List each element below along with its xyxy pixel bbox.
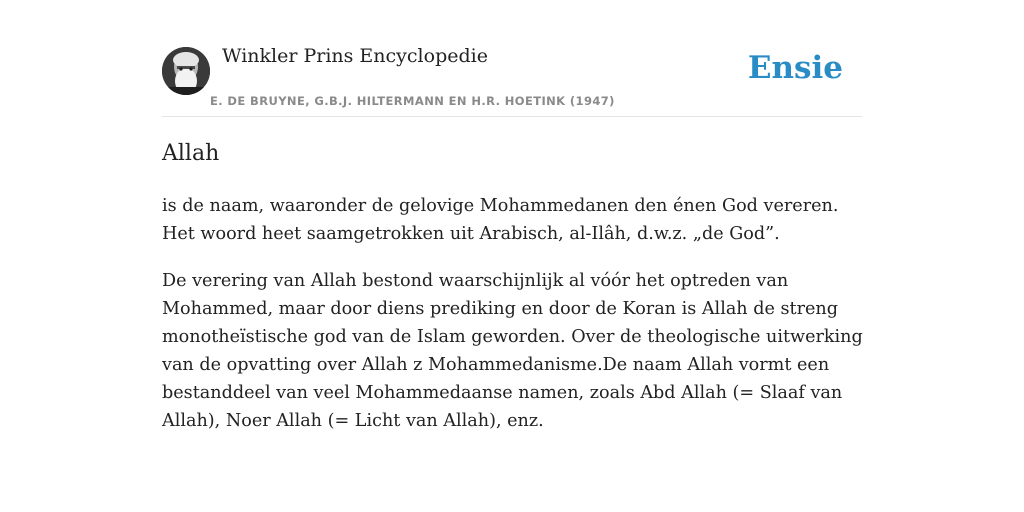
ensie-logo-link[interactable]: Ensie xyxy=(747,50,843,86)
author-avatar[interactable] xyxy=(162,47,210,95)
source-title-link[interactable]: Winkler Prins Encyclopedie xyxy=(222,45,488,67)
article-title: Allah xyxy=(162,141,220,166)
portrait-image xyxy=(162,47,210,95)
source-header xyxy=(162,0,862,117)
source-authors: E. DE BRUYNE, G.B.J. HILTERMANN EN H.R. HOETINK (1947) xyxy=(210,94,615,108)
article-paragraph: is de naam, waaronder de gelovige Mohammedanen den énen God vereren. Het woord heet saamgetrokken uit Arabisch, al-Ilâh, d.w.z. „de God”. xyxy=(162,196,839,244)
article xyxy=(162,138,864,435)
article-paragraph: De verering van Allah bestond waarschijnlijk al vóór het optreden van Mohammed, maar door diens prediking en door de Koran is Allah de streng monotheïstische god van de Islam geworden. Over de theologische uitwerking van de opvatting over Allah z Mohammedanisme.De naam Allah vormt een bestanddeel van veel Mohammedaanse namen, zoals Abd Allah (= Slaaf van Allah), Noer Allah (= Licht van Allah), enz. xyxy=(162,271,863,431)
